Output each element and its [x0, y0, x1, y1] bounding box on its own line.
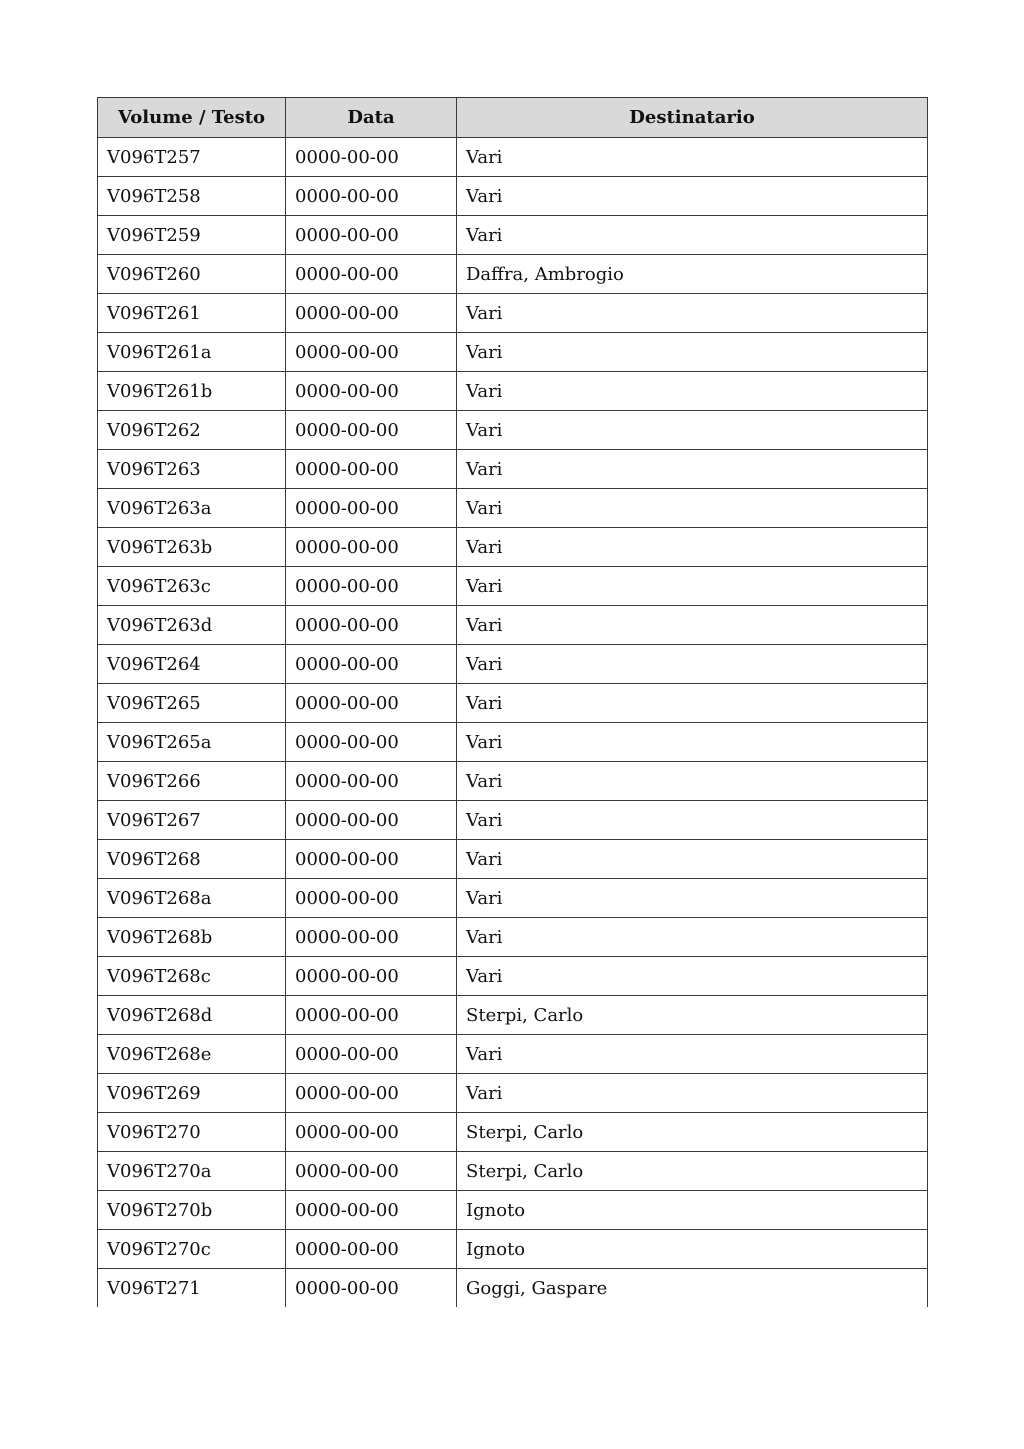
table-row: [98, 684, 928, 723]
cell-destinatario: Sterpi, Carlo: [457, 1113, 928, 1152]
cell-volume-testo: V096T261: [98, 294, 286, 333]
cell-volume-testo: V096T263c: [98, 567, 286, 606]
table-row: [98, 801, 928, 840]
column-header-destinatario: Destinatario: [457, 98, 928, 138]
cell-data: 0000-00-00: [286, 489, 457, 528]
table-row: [98, 528, 928, 567]
cell-data: 0000-00-00: [286, 1035, 457, 1074]
cell-data: 0000-00-00: [286, 528, 457, 567]
table-row: [98, 918, 928, 957]
cell-destinatario: Vari: [457, 801, 928, 840]
cell-destinatario: Vari: [457, 177, 928, 216]
cell-data: 0000-00-00: [286, 723, 457, 762]
cell-data: 0000-00-00: [286, 372, 457, 411]
cell-volume-testo: V096T265a: [98, 723, 286, 762]
cell-data: 0000-00-00: [286, 684, 457, 723]
table-row: [98, 1113, 928, 1152]
column-header-data: Data: [286, 98, 457, 138]
cell-data: 0000-00-00: [286, 1074, 457, 1113]
cell-destinatario: Vari: [457, 840, 928, 879]
cell-data: 0000-00-00: [286, 333, 457, 372]
table-row: [98, 996, 928, 1035]
table-row: [98, 1035, 928, 1074]
cell-volume-testo: V096T270b: [98, 1191, 286, 1230]
cell-destinatario: Vari: [457, 567, 928, 606]
cell-volume-testo: V096T268a: [98, 879, 286, 918]
cell-destinatario: Sterpi, Carlo: [457, 996, 928, 1035]
cell-volume-testo: V096T263b: [98, 528, 286, 567]
table-row: [98, 216, 928, 255]
cell-data: 0000-00-00: [286, 918, 457, 957]
cell-destinatario: Vari: [457, 372, 928, 411]
cell-volume-testo: V096T267: [98, 801, 286, 840]
cell-data: 0000-00-00: [286, 879, 457, 918]
cell-destinatario: Vari: [457, 762, 928, 801]
table-row: [98, 294, 928, 333]
cell-data: 0000-00-00: [286, 138, 457, 177]
cell-destinatario: Vari: [457, 723, 928, 762]
table-row: [98, 645, 928, 684]
cell-destinatario: Vari: [457, 645, 928, 684]
cell-destinatario: Vari: [457, 606, 928, 645]
cell-volume-testo: V096T264: [98, 645, 286, 684]
cell-volume-testo: V096T271: [98, 1269, 286, 1308]
cell-data: 0000-00-00: [286, 1113, 457, 1152]
table-row: [98, 606, 928, 645]
table-row: [98, 1074, 928, 1113]
table-row: [98, 1269, 928, 1308]
table-row: [98, 567, 928, 606]
cell-volume-testo: V096T265: [98, 684, 286, 723]
cell-data: 0000-00-00: [286, 216, 457, 255]
cell-destinatario: Vari: [457, 333, 928, 372]
cell-volume-testo: V096T259: [98, 216, 286, 255]
cell-data: 0000-00-00: [286, 411, 457, 450]
cell-volume-testo: V096T261a: [98, 333, 286, 372]
cell-volume-testo: V096T263a: [98, 489, 286, 528]
table-header-row: [98, 98, 928, 138]
column-header-volume-testo: Volume / Testo: [98, 98, 286, 138]
cell-destinatario: Vari: [457, 879, 928, 918]
cell-volume-testo: V096T270a: [98, 1152, 286, 1191]
cell-destinatario: Vari: [457, 918, 928, 957]
cell-volume-testo: V096T268d: [98, 996, 286, 1035]
cell-data: 0000-00-00: [286, 567, 457, 606]
cell-data: 0000-00-00: [286, 1230, 457, 1269]
cell-volume-testo: V096T270: [98, 1113, 286, 1152]
table-row: [98, 411, 928, 450]
cell-volume-testo: V096T260: [98, 255, 286, 294]
cell-data: 0000-00-00: [286, 177, 457, 216]
table-row: [98, 1152, 928, 1191]
table-row: [98, 372, 928, 411]
table-row: [98, 1230, 928, 1269]
cell-volume-testo: V096T262: [98, 411, 286, 450]
table-row: [98, 489, 928, 528]
cell-data: 0000-00-00: [286, 294, 457, 333]
table-row: [98, 1191, 928, 1230]
cell-destinatario: Ignoto: [457, 1230, 928, 1269]
cell-destinatario: Vari: [457, 411, 928, 450]
cell-destinatario: Goggi, Gaspare: [457, 1269, 928, 1308]
cell-volume-testo: V096T268: [98, 840, 286, 879]
cell-data: 0000-00-00: [286, 645, 457, 684]
table-row: [98, 333, 928, 372]
cell-volume-testo: V096T266: [98, 762, 286, 801]
cell-data: 0000-00-00: [286, 840, 457, 879]
cell-volume-testo: V096T268e: [98, 1035, 286, 1074]
table-row: [98, 255, 928, 294]
cell-data: 0000-00-00: [286, 1269, 457, 1308]
cell-data: 0000-00-00: [286, 450, 457, 489]
cell-data: 0000-00-00: [286, 1191, 457, 1230]
cell-data: 0000-00-00: [286, 996, 457, 1035]
table-row: [98, 450, 928, 489]
cell-volume-testo: V096T261b: [98, 372, 286, 411]
table-row: [98, 762, 928, 801]
cell-data: 0000-00-00: [286, 255, 457, 294]
cell-volume-testo: V096T270c: [98, 1230, 286, 1269]
table-row: [98, 957, 928, 996]
cell-destinatario: Vari: [457, 957, 928, 996]
table-row: [98, 879, 928, 918]
cell-destinatario: Vari: [457, 684, 928, 723]
cell-data: 0000-00-00: [286, 957, 457, 996]
cell-destinatario: Vari: [457, 294, 928, 333]
cell-destinatario: Vari: [457, 138, 928, 177]
cell-volume-testo: V096T257: [98, 138, 286, 177]
cell-volume-testo: V096T269: [98, 1074, 286, 1113]
table-body: [98, 138, 928, 1308]
cell-destinatario: Vari: [457, 1074, 928, 1113]
cell-volume-testo: V096T263d: [98, 606, 286, 645]
table-row: [98, 177, 928, 216]
cell-destinatario: Vari: [457, 528, 928, 567]
table-row: [98, 723, 928, 762]
table-row: [98, 138, 928, 177]
cell-destinatario: Vari: [457, 216, 928, 255]
cell-destinatario: Ignoto: [457, 1191, 928, 1230]
cell-volume-testo: V096T268b: [98, 918, 286, 957]
cell-data: 0000-00-00: [286, 606, 457, 645]
cell-destinatario: Daffra, Ambrogio: [457, 255, 928, 294]
cell-volume-testo: V096T258: [98, 177, 286, 216]
table-row: [98, 840, 928, 879]
cell-destinatario: Vari: [457, 450, 928, 489]
records-table: [97, 97, 928, 1307]
cell-destinatario: Sterpi, Carlo: [457, 1152, 928, 1191]
cell-volume-testo: V096T263: [98, 450, 286, 489]
cell-destinatario: Vari: [457, 1035, 928, 1074]
cell-data: 0000-00-00: [286, 762, 457, 801]
cell-volume-testo: V096T268c: [98, 957, 286, 996]
cell-data: 0000-00-00: [286, 1152, 457, 1191]
cell-data: 0000-00-00: [286, 801, 457, 840]
cell-destinatario: Vari: [457, 489, 928, 528]
